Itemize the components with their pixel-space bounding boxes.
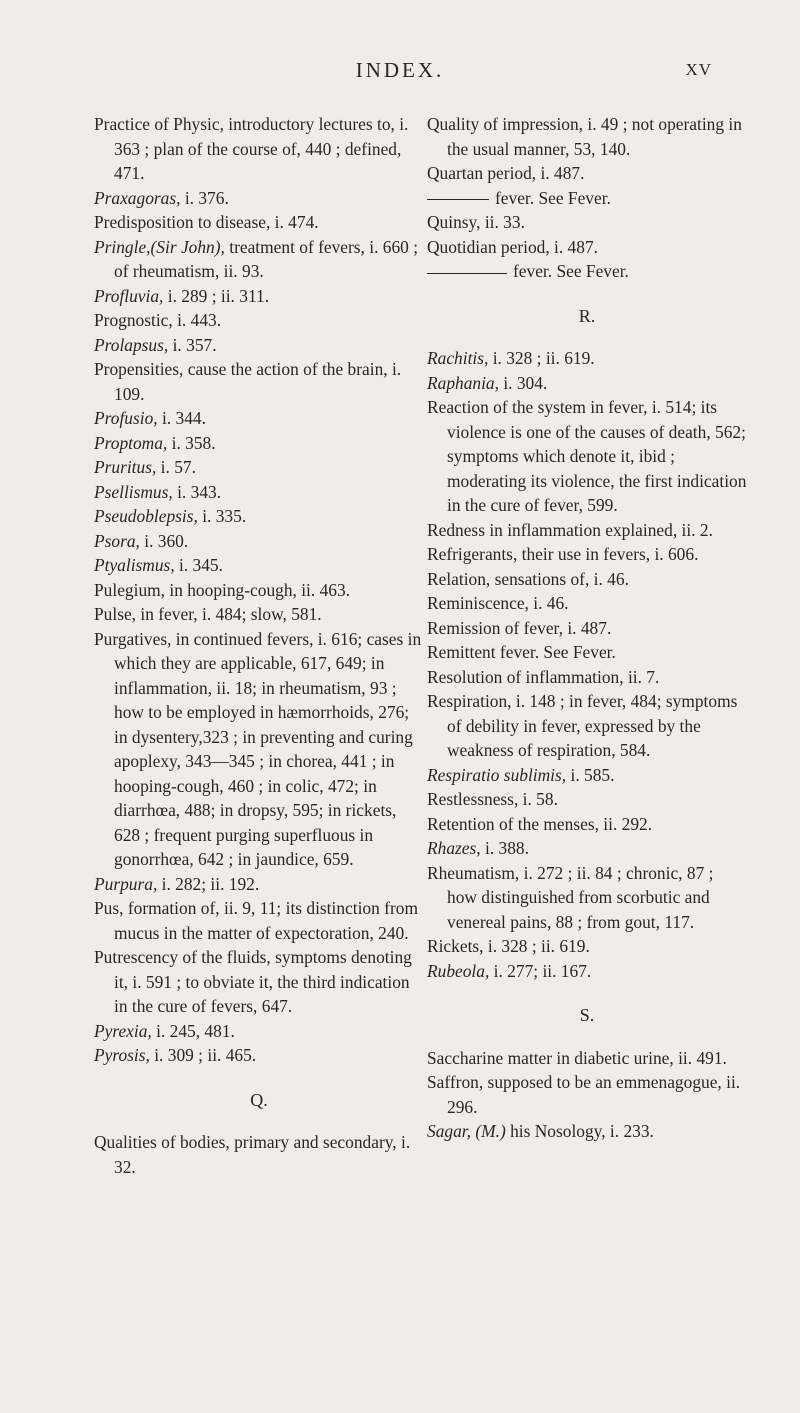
entry-text: i. 376.	[180, 187, 229, 208]
index-entry-continuation	[427, 186, 747, 211]
index-entry	[94, 1019, 424, 1044]
index-entry	[427, 112, 747, 161]
entry-heading: Putrescency	[94, 947, 179, 967]
index-entry	[427, 959, 747, 984]
entry-heading: Retention of the menses,	[427, 813, 599, 834]
index-entry	[94, 406, 424, 431]
entry-text: fever. See Fever.	[513, 261, 629, 281]
entry-heading: Ptyalismus,	[94, 555, 175, 575]
entry-heading: Restlessness,	[427, 789, 519, 809]
entry-text: i. 272 ; ii. 84 ; chronic, 87 ; how distinguished from scorbutic and venereal pains, 88 ; from gout, 117.	[447, 862, 714, 932]
index-entry	[94, 872, 424, 897]
entry-text: formation of, ii. 9, 11; its distinction from mucus in the matter of expectoration, 240.	[114, 898, 418, 943]
index-entry	[427, 640, 747, 665]
index-entry	[427, 861, 747, 935]
index-entry	[94, 186, 424, 211]
index-entry	[94, 455, 424, 480]
entry-heading: Remittent fever.	[427, 642, 540, 662]
entry-text: their use in fevers, i. 606.	[517, 544, 699, 564]
entry-heading: Remission of fever,	[427, 617, 563, 638]
index-entry	[94, 578, 424, 603]
index-entry	[427, 518, 747, 543]
entry-text: in inflammation explained, ii. 2.	[484, 519, 713, 540]
entry-text: introductory lectures to, i. 363 ; plan of the course of, 440 ; defined, 471.	[114, 114, 409, 183]
index-entry	[94, 308, 424, 333]
index-entry	[427, 235, 747, 260]
entry-heading: Saccharine	[427, 1047, 504, 1068]
entry-heading: Saffron,	[427, 1072, 484, 1092]
entry-text: in continued fevers, i. 616; cases in which they are applicable, 617, 649; in inflammation, ii. 18; in rheumatism, 93 ; how to be employed in hæmorrhoids, 276; in dysentery,323 ; in preventing and curing apoplexy, 343—345 ; in chorea, 441 ; in hooping-cough, 460 ; in colic, 472; in diarrhœa, 488; in dropsy, 595; in rickets, 628 ; frequent purging superfluous in gonorrhœa, 642 ; in jaundice, 659.	[114, 628, 422, 869]
entry-text: in hooping-cough, ii. 463.	[165, 579, 351, 600]
entry-heading: Rubeola,	[427, 960, 490, 981]
entry-heading: Praxagoras,	[94, 187, 181, 208]
index-entry	[427, 161, 747, 186]
entry-text: of bodies, primary and secondary, i. 32.	[114, 1132, 411, 1177]
entry-heading: Pus,	[94, 898, 124, 918]
entry-heading: Prognostic,	[94, 310, 173, 330]
index-entry	[94, 333, 424, 358]
entry-text: i. 474.	[270, 212, 319, 232]
entry-text: i. 282; ii. 192.	[157, 873, 260, 894]
entry-text: ii. 292.	[598, 813, 653, 834]
entry-heading: Rheumatism,	[427, 862, 520, 883]
entry-heading: Quotidian period,	[427, 236, 550, 257]
index-entry	[94, 1043, 424, 1068]
entry-heading: Refrigerants,	[427, 544, 518, 564]
entry-heading: Pyrosis,	[94, 1045, 150, 1065]
entry-heading: Reaction	[427, 397, 489, 417]
entry-text: ii. 33.	[480, 212, 525, 232]
entry-heading: Practice of Physic,	[94, 114, 224, 134]
index-entry	[427, 542, 747, 567]
entry-heading: Profusio,	[94, 408, 158, 428]
entry-heading: Pseudoblepsis,	[94, 506, 198, 526]
entry-heading: Purgatives,	[94, 628, 172, 649]
entry-heading: Quartan period,	[427, 163, 537, 183]
index-entry	[94, 529, 424, 554]
entry-heading: Prolapsus,	[94, 334, 169, 355]
index-entry	[427, 934, 747, 959]
entry-text: of the fluids, symptoms denoting it, i. 591 ; to obviate it, the third indication in the cure of fevers, 647.	[114, 947, 412, 1016]
index-entry	[427, 1046, 747, 1071]
entry-text: i. 585.	[566, 764, 615, 785]
entry-text: i. 328 ; ii. 619.	[488, 348, 595, 368]
entry-text: i. 49 ; not operating in the usual manner, 53, 140.	[447, 114, 742, 159]
index-entry	[427, 567, 747, 592]
page-header	[0, 58, 800, 88]
index-entry	[94, 284, 424, 309]
entry-heading: Predisposition to disease,	[94, 212, 271, 232]
entry-heading: Psora,	[94, 530, 140, 551]
entry-text: i. 360.	[139, 530, 189, 551]
index-entry	[94, 627, 424, 872]
entry-text: i. 57.	[156, 457, 196, 477]
entry-text: i. 443.	[172, 310, 222, 330]
entry-heading: Respiratio sublimis,	[427, 764, 567, 785]
entry-text: sensations of, i. 46.	[490, 568, 629, 589]
entry-heading: Reminiscence,	[427, 593, 529, 613]
index-entry	[94, 896, 424, 945]
section-letter: Q.	[250, 1089, 268, 1110]
index-entry	[427, 1119, 747, 1144]
index-entry	[427, 346, 747, 371]
entry-text: i. 277; ii. 167.	[489, 960, 592, 981]
index-entry	[427, 210, 747, 235]
entry-heading: Redness	[427, 519, 485, 540]
entry-text: i. 245, 481.	[151, 1020, 235, 1041]
index-entry	[94, 602, 424, 627]
entry-text: i. 487.	[562, 617, 612, 638]
index-entry	[94, 357, 424, 406]
index-entry	[427, 689, 747, 763]
entry-heading: Respiration,	[427, 691, 512, 711]
entry-heading: Pruritus,	[94, 457, 157, 477]
entry-heading: Sagar, (M.)	[427, 1121, 506, 1141]
entry-text: matter in diabetic urine, ii. 491.	[503, 1047, 727, 1068]
entry-text: i. 388.	[480, 838, 529, 858]
index-entry	[427, 591, 747, 616]
index-entry	[94, 431, 424, 456]
index-entry	[427, 1070, 747, 1119]
index-entry	[427, 616, 747, 641]
index-entry	[427, 371, 747, 396]
index-entry	[94, 1130, 424, 1179]
entry-heading: Qualities	[94, 1132, 157, 1152]
index-entry-continuation	[427, 259, 747, 284]
page-number: XV	[685, 60, 712, 79]
entry-heading: Pringle,(Sir John),	[94, 236, 225, 257]
index-entry	[94, 112, 424, 186]
ditto-dash	[427, 199, 489, 200]
entry-heading: Purpura,	[94, 873, 158, 894]
entry-heading: Pulse,	[94, 604, 137, 624]
entry-text: in fever, i. 484; slow, 581.	[136, 604, 322, 624]
index-entry	[427, 812, 747, 837]
entry-text: of the system in fever, i. 514; its violence is one of the causes of death, 562; symptoms which denote it, ibid ; moderating its violence, the first indication in the cure of fever, 599.	[447, 397, 747, 515]
entry-text: i. 148 ; in fever, 484; symptoms of debility in fever, expressed by the weakness of respiration, 584.	[447, 691, 738, 760]
entry-text: i. 343.	[172, 481, 222, 502]
entry-heading: Resolution of inflammation,	[427, 666, 624, 687]
entry-heading: Rhazes,	[427, 838, 481, 858]
entry-text: i. 358.	[167, 432, 216, 453]
entry-heading: Relation,	[427, 568, 491, 589]
index-column-left	[94, 112, 424, 1179]
entry-text: fever. See Fever.	[495, 187, 611, 208]
entry-text: i. 328 ; ii. 619.	[483, 936, 590, 956]
entry-text: i. 344.	[157, 408, 206, 428]
entry-heading: Rickets,	[427, 936, 484, 956]
index-entry	[427, 665, 747, 690]
index-entry	[427, 763, 747, 788]
entry-text: treatment of fevers, i. 660 ; of rheumatism, ii. 93.	[114, 236, 419, 281]
entry-heading: Rachitis,	[427, 348, 489, 368]
entry-text: his Nosology, i. 233.	[505, 1121, 654, 1141]
entry-text: cause the action of the brain, i. 109.	[114, 359, 402, 404]
entry-text: See Fever.	[539, 642, 616, 662]
section-letter: R.	[578, 305, 596, 326]
entry-heading: Quality of impression,	[427, 114, 584, 134]
entry-text: i. 304.	[498, 372, 548, 393]
entry-heading: Pulegium,	[94, 579, 166, 600]
ditto-dash	[427, 273, 507, 274]
index-entry	[427, 836, 747, 861]
index-entry	[94, 504, 424, 529]
index-entry	[94, 210, 424, 235]
entry-text: i. 58.	[518, 789, 558, 809]
entry-heading: Proptoma,	[94, 432, 168, 453]
entry-text: i. 357.	[168, 334, 217, 355]
index-entry	[427, 395, 747, 518]
index-column-right	[427, 112, 747, 1144]
entry-text: i. 289 ; ii. 311.	[163, 285, 270, 306]
entry-text: ii. 7.	[623, 666, 660, 687]
entry-text: i. 46.	[528, 593, 569, 613]
index-entry	[427, 787, 747, 812]
index-entry	[94, 553, 424, 578]
entry-heading: Pyrexia,	[94, 1020, 152, 1041]
running-title: INDEX.	[355, 58, 445, 82]
entry-text: i. 309 ; ii. 465.	[149, 1045, 257, 1065]
entry-text: i. 487.	[549, 236, 598, 257]
entry-text: i. 345.	[174, 555, 223, 575]
entry-text: i. 487.	[536, 163, 585, 183]
entry-text: supposed to be an emmenagogue, ii. 296.	[447, 1072, 741, 1117]
section-letter: S.	[579, 1005, 595, 1025]
entry-text: i. 335.	[197, 506, 247, 526]
index-entry	[94, 480, 424, 505]
index-entry	[94, 945, 424, 1019]
entry-heading: Psellismus,	[94, 481, 173, 502]
entry-heading: Quinsy,	[427, 212, 481, 232]
index-entry	[94, 235, 424, 284]
entry-heading: Raphania,	[427, 372, 499, 393]
entry-heading: Profluvia,	[94, 285, 164, 306]
entry-heading: Propensities,	[94, 359, 184, 379]
